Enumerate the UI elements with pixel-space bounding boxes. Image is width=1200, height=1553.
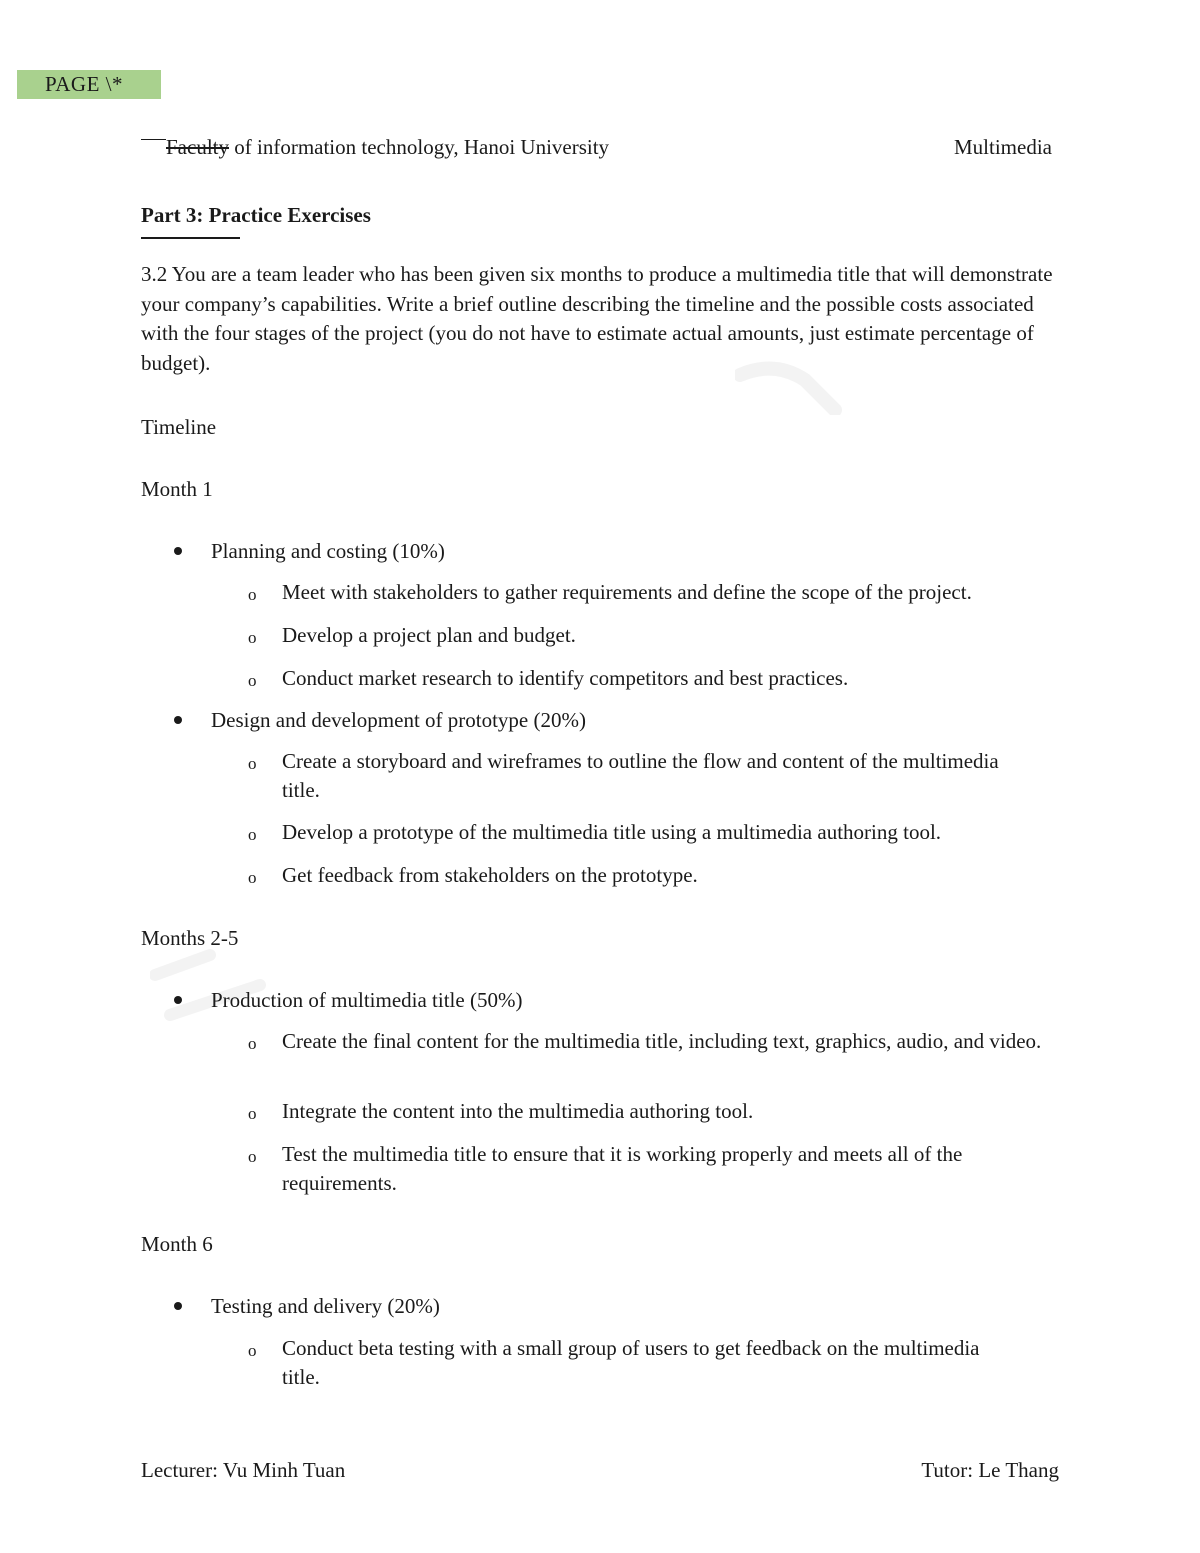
page-field-tag: PAGE \* [17,70,161,99]
footer-tutor: Tutor: Le Thang [921,1458,1059,1482]
sub-item: Conduct beta testing with a small group of users to get feedback on the multimedia title. [282,1336,980,1389]
header-faculty-struck: Faculty [166,135,229,159]
bullet-dot [174,996,182,1004]
part-title: Part 3: Practice Exercises [141,203,371,227]
sub-marker: o [248,628,257,647]
sub-marker: o [248,754,257,773]
sub-marker: o [248,825,257,844]
header-dash [141,139,166,140]
timeline-label: Timeline [141,415,217,439]
bullet-dot [174,1302,182,1310]
section-label-month-1: Month 1 [141,477,213,501]
bullet-dot [174,716,182,724]
sub-marker: o [248,585,257,604]
header-left [141,133,609,161]
sub-marker: o [248,1341,257,1360]
bullet-production: Production of multimedia title (50%) [211,988,523,1012]
sub-marker: o [248,1147,257,1166]
header-course: Multimedia [954,135,1052,159]
sub-item: Test the multimedia title to ensure that it is working properly and meets all of the requirements. [282,1142,963,1195]
sub-item: Get feedback from stakeholders on the prototype. [282,863,698,887]
sub-marker: o [248,671,257,690]
sub-item: Meet with stakeholders to gather requirements and define the scope of the project. [282,580,972,604]
sub-item: Create the final content for the multimedia title, including text, graphics, audio, and video. [282,1029,1042,1053]
sub-item: Develop a project plan and budget. [282,623,576,647]
bullet-dot [174,547,182,555]
sub-item: Conduct market research to identify competitors and best practices. [282,666,849,690]
bullet-design: Design and development of prototype (20%) [211,708,586,732]
part-title-underline [141,237,240,239]
sub-item: Create a storyboard and wireframes to outline the flow and content of the multimedia title. [282,749,999,802]
bullet-testing: Testing and delivery (20%) [211,1294,440,1318]
sub-item: Integrate the content into the multimedia authoring tool. [282,1099,754,1123]
header-university: of information technology, Hanoi University [229,135,610,159]
sub-marker: o [248,868,257,887]
section-label-months-2-5: Months 2-5 [141,926,239,950]
footer-lecturer: Lecturer: Vu Minh Tuan [141,1458,346,1482]
bullet-planning: Planning and costing (10%) [211,539,445,563]
sub-item: Develop a prototype of the multimedia title using a multimedia authoring tool. [282,820,942,844]
sub-marker: o [248,1034,257,1053]
section-label-month-6: Month 6 [141,1232,213,1256]
sub-marker: o [248,1104,257,1123]
question-text: 3.2 You are a team leader who has been given six months to produce a multimedia title that will demonstrate your company’s capabilities. Write a brief outline describing the timeline and the possible costs associated with the four stages of the project (you do not have to estimate actual amounts, just estimate percentage of budget). [141,262,1053,375]
